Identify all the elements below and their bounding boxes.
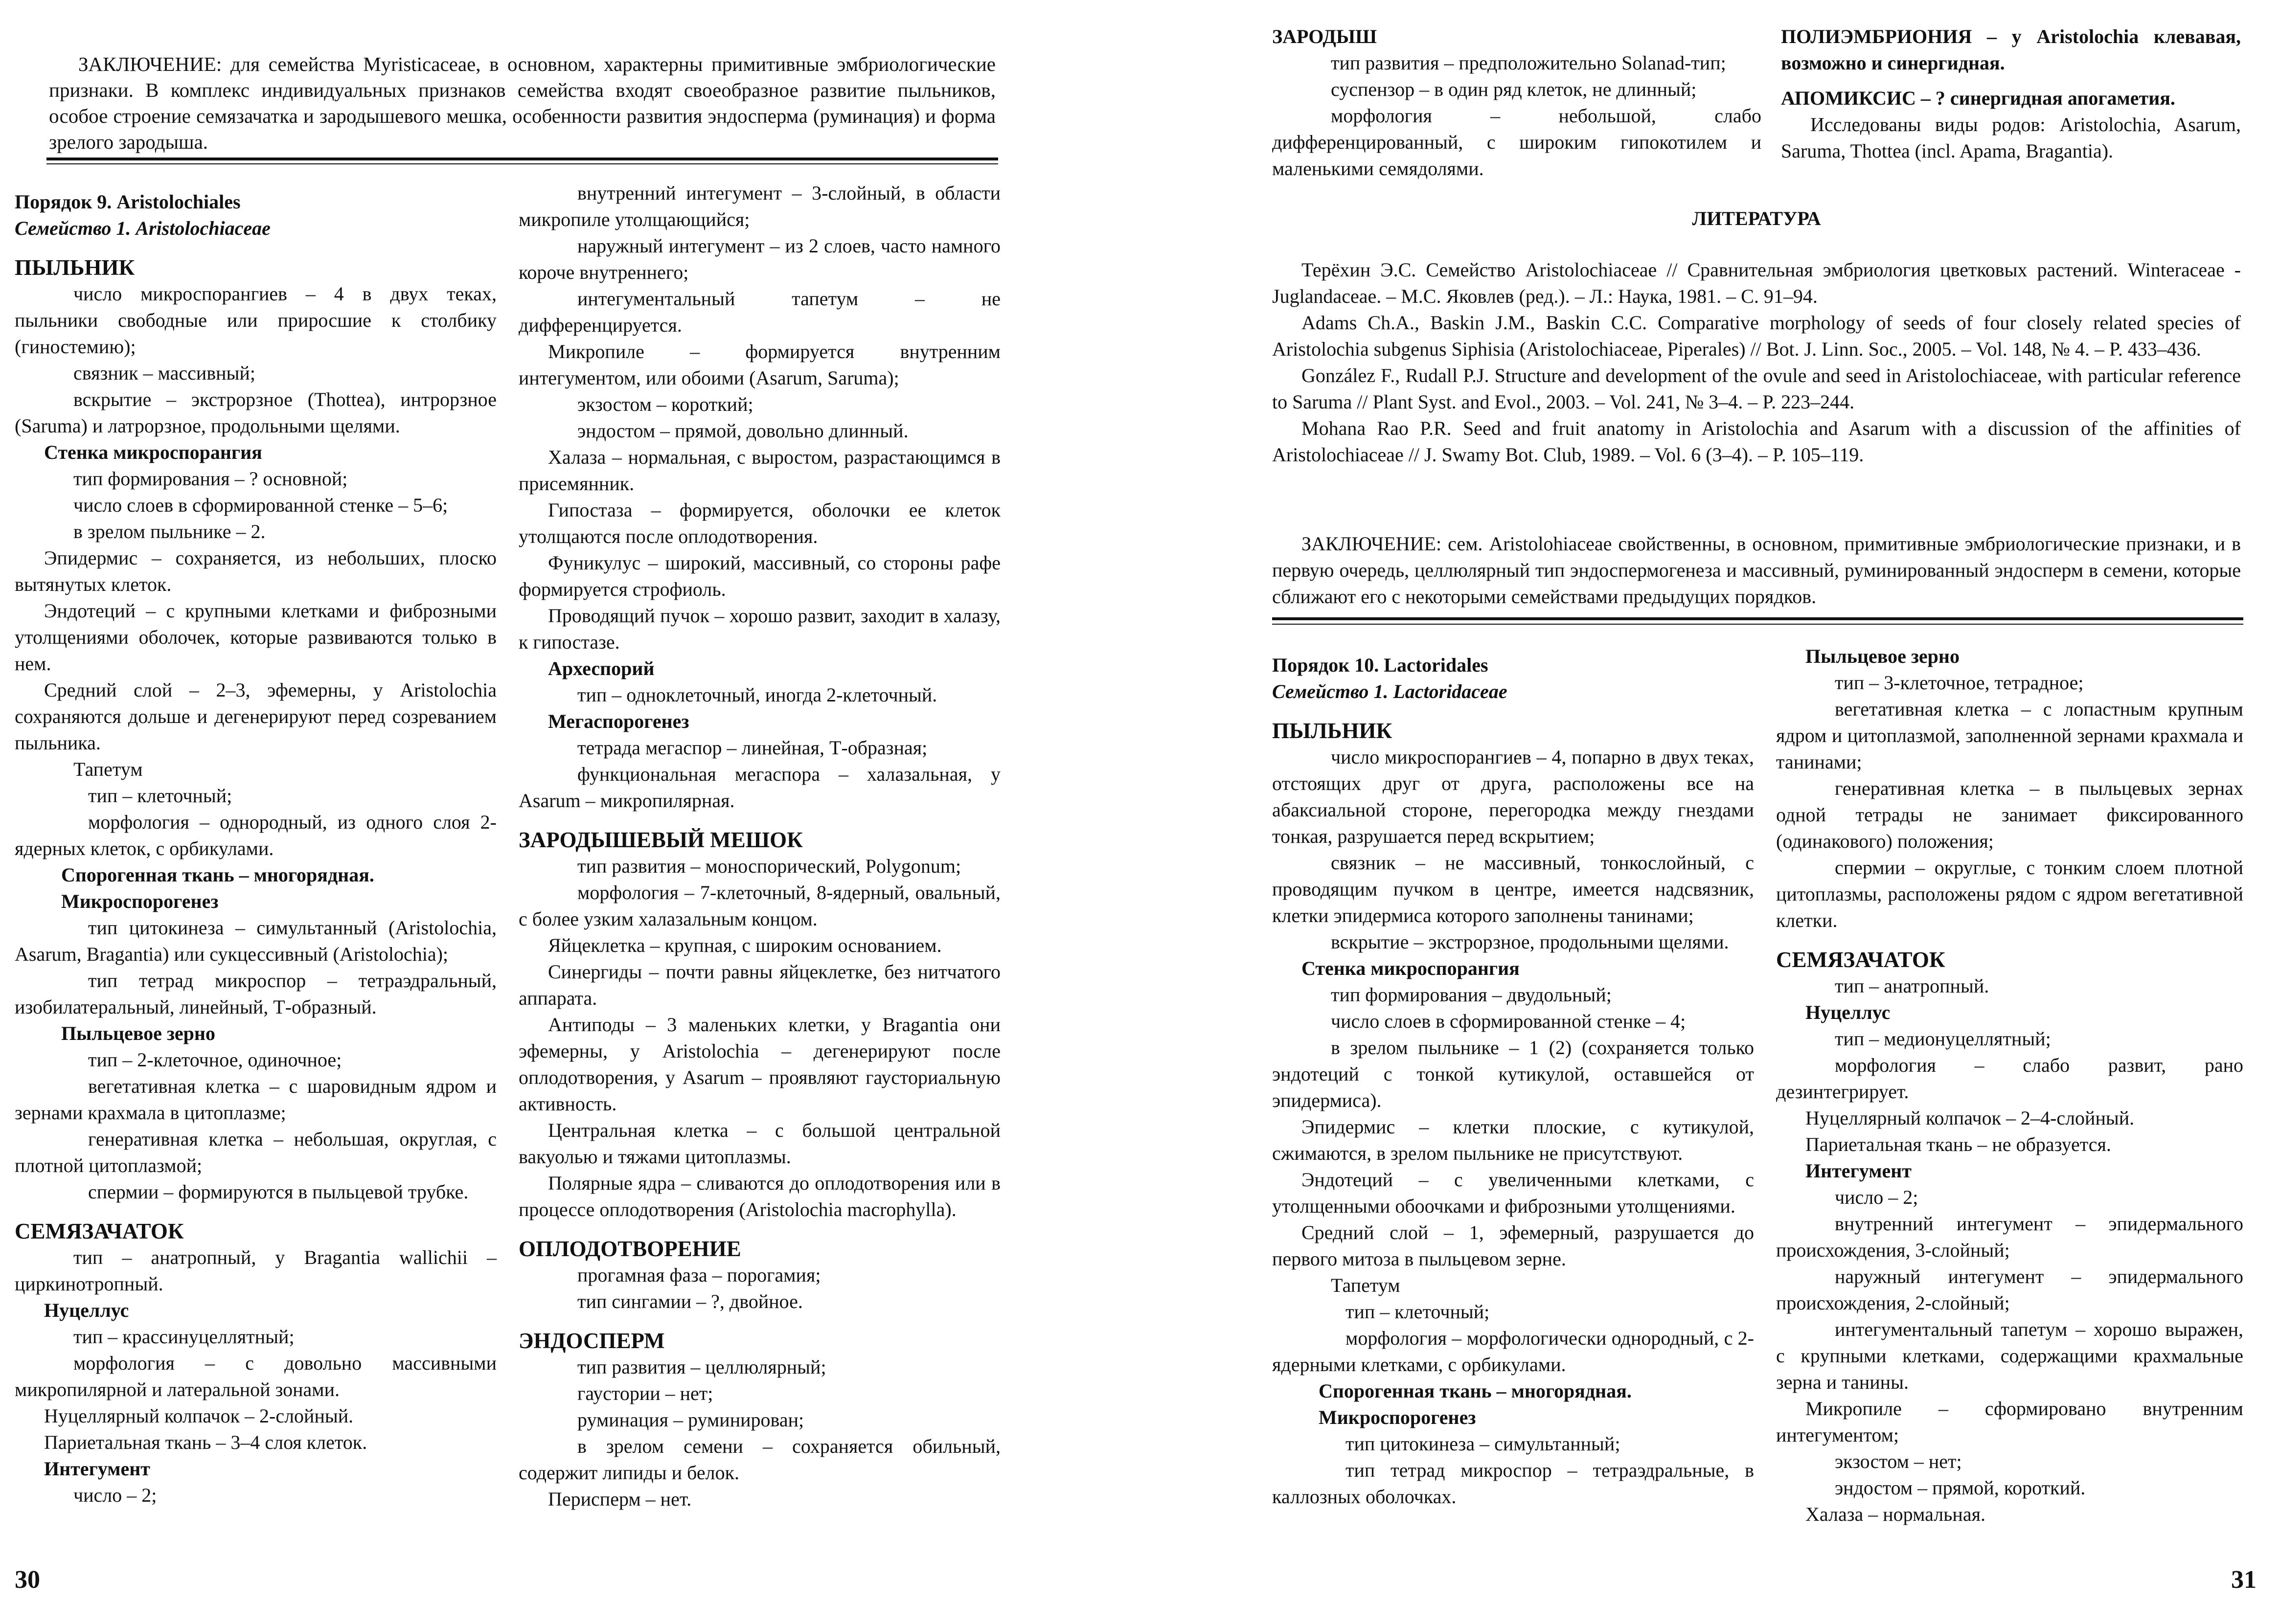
paragraph: ПОЛИЭМБРИОНИЯ – у Aristolochia клевавая, возможно и синергидная. — [1781, 25, 2241, 74]
paragraph: тип – крассинуцеллятный; — [73, 1326, 295, 1348]
paragraph: число слоев в сформированной стенке – 4; — [1331, 1010, 1686, 1032]
left-conclusion — [49, 51, 996, 155]
conclusion-text: ЗАКЛЮЧЕНИЕ: для семейства Myristicaceae, в основном, характерны примитивные эмбриологические признаки. В комплекс индивидуальных признаков семейства входят своеобразное развитие пыльников, особое строение семязачатка и зародышевого мешка, особенности развития эндосперма (руминация) и форма зрелого зародыша. — [49, 53, 996, 153]
paragraph: тип формирования – ? основной; — [73, 468, 348, 490]
paragraph: в зрелом семени – сохраняется обильный, содержит липиды и белок. — [519, 1435, 1001, 1484]
paragraph: Синергиды – почти равны яйцеклетке, без нитчатого аппарата. — [519, 961, 1001, 1009]
paragraph: АПОМИКСИС – ? синергидная апогаметия. — [1781, 87, 2175, 109]
paragraph: интегументальный тапетум – не дифференцируется. — [519, 288, 1001, 336]
paragraph: число микроспорангиев – 4 в двух теках, пыльники свободные или приросшие к столбику (гиностемию); — [15, 283, 497, 358]
paragraph: тип развития – предположительно Solanad-тип; — [1331, 52, 1726, 74]
paragraph: прогамная фаза – порогамия; — [577, 1264, 821, 1286]
conclusion-text: ЗАКЛЮЧЕНИЕ: сем. Aristolohiaceae свойственны, в основном, примитивные эмбриологические признаки, и в первую очередь, целлюлярный тип эндоспермогенеза и массивный, руминированный эндосперм в семени, которые сближают его с некоторыми семействами предыдущих порядков. — [1272, 533, 2241, 608]
paragraph: Стенка микроспорангия — [44, 441, 262, 463]
paragraph: ОПЛОДОТВОРЕНИЕ — [519, 1237, 741, 1261]
paragraph: вскрытие – экстрорзное, продольными щелями. — [1331, 931, 1729, 953]
paragraph: Париетальная ткань – не образуется. — [1805, 1133, 2111, 1155]
paragraph: морфология – с довольно массивными микропилярной и латеральной зонами. — [15, 1352, 497, 1400]
paragraph: тип цитокинеза – симультанный (Aristolochia, Asarum, Bragantia) или сукцессивный (Aristolochia); — [15, 917, 497, 965]
section-rule-thin — [1272, 624, 2243, 625]
section-rule-thin — [46, 163, 998, 164]
paragraph: тип – анатропный. — [1835, 975, 1989, 997]
paragraph: Халаза – нормальная. — [1805, 1503, 1985, 1525]
paragraph: Эпидермис – сохраняется, из небольших, плоско вытянутых клеток. — [15, 547, 497, 595]
paragraph: функциональная мегаспора – халазальная, у Asarum – микропилярная. — [519, 763, 1001, 812]
paragraph: эндостом – прямой, короткий. — [1835, 1477, 2086, 1499]
paragraph: Пыльцевое зерно — [61, 1022, 215, 1044]
paragraph: Микроспорогенез — [61, 890, 219, 912]
paragraph: Яйцеклетка – крупная, с широким основанием. — [548, 934, 942, 956]
paragraph: Эпидермис – клетки плоские, с кутикулой, сжимаются, в зрелом пыльнике не присутствуют. — [1272, 1116, 1754, 1164]
right-page — [1140, 0, 2280, 1624]
paragraph: внутренний интегумент – эпидермального происхождения, 3-слойный; — [1776, 1213, 2243, 1261]
paragraph: в зрелом пыльнике – 2. — [73, 520, 266, 542]
paragraph: Нуцеллярный колпачок – 2-слойный. — [44, 1405, 354, 1427]
paragraph: тип – клеточный; — [88, 785, 232, 807]
section-rule — [1272, 617, 2243, 620]
literature-title — [1272, 205, 2241, 232]
paragraph: морфология – небольшой, слабо дифференцированный, с широким гипокотилем и маленькими семядолями. — [1272, 105, 1761, 180]
paragraph: Мегаспорогенез — [548, 710, 689, 732]
paragraph: тип тетрад микроспор – тетраэдральный, изобилатеральный, линейный, Т-образный. — [15, 970, 497, 1018]
right-top-column-2 — [1781, 15, 2241, 164]
paragraph: Эндотеций – с увеличенными клетками, с утолщенными обоочками и фиброзными утолщениями. — [1272, 1169, 1754, 1217]
paragraph: морфология – морфологически однородный, с 2-ядерными клетками, с орбикулами. — [1272, 1327, 1754, 1376]
paragraph: Археспорий — [548, 657, 655, 679]
paragraph: Спорогенная ткань – многорядная. — [1319, 1380, 1632, 1402]
literature-heading: ЛИТЕРАТУРА — [1692, 207, 1821, 229]
paragraph: экзостом – нет; — [1835, 1450, 1962, 1472]
paragraph: Проводящий пучок – хорошо развит, заходит в халазу, к гипостазе. — [519, 605, 1001, 653]
paragraph: СЕМЯЗАЧАТОК — [15, 1219, 184, 1243]
paragraph: Тапетум — [1331, 1274, 1400, 1296]
paragraph: экзостом – короткий; — [577, 393, 753, 415]
paragraph: Нуцеллус — [1805, 1001, 1891, 1023]
paragraph: гаустории – нет; — [577, 1382, 713, 1404]
paragraph: Интегумент — [44, 1458, 150, 1480]
paragraph: тетрада мегаспор – линейная, Т-образная; — [577, 737, 928, 759]
literature-list — [1272, 257, 2241, 468]
paragraph: морфология – 7-клеточный, 8-ядерный, овальный, с более узким халазальным концом. — [519, 881, 1001, 930]
paragraph: ЗАРОДЫШЕВЫЙ МЕШОК — [519, 828, 803, 852]
paragraph: ЗАРОДЫШ — [1272, 25, 1377, 47]
paragraph: Спорогенная ткань – многорядная. — [61, 864, 374, 886]
paragraph: ПЫЛЬНИК — [15, 255, 135, 280]
paragraph: тип – 3-клеточное, тетрадное; — [1835, 672, 2084, 694]
paragraph: число – 2; — [73, 1484, 157, 1506]
paragraph: спермии – формируются в пыльцевой трубке. — [88, 1181, 469, 1203]
left-column-2 — [519, 180, 1001, 1512]
paragraph: Микроспорогенез — [1319, 1406, 1476, 1428]
left-column-1 — [15, 180, 497, 1509]
paragraph: Гипостаза – формируется, оболочки ее клеток утолщаются после оплодотворения. — [519, 499, 1001, 547]
right-conclusion — [1272, 531, 2241, 610]
page-number: 31 — [2231, 1566, 2257, 1594]
paragraph: Порядок 9. Aristolochiales — [15, 191, 241, 213]
right-column-2 — [1776, 643, 2243, 1528]
paragraph: тип тетрад микроспор – тетраэдральные, в каллозных оболочках. — [1272, 1459, 1754, 1508]
paragraph: генеративная клетка – небольшая, округлая, с плотной цитоплазмой; — [15, 1128, 497, 1176]
page-number: 30 — [15, 1566, 40, 1594]
paragraph: морфология – однородный, из одного слоя 2-ядерных клеток, с орбикулами. — [15, 811, 497, 859]
literature-entry: González F., Rudall P.J. Structure and development of the ovule and seed in Aristolochiaceae, with particular reference to Saruma // Plant Syst. and Evol., 2003. – Vol. 241, № 3–4. – P. 223–244. — [1272, 364, 2241, 413]
paragraph: руминация – руминирован; — [577, 1409, 804, 1431]
section-rule — [46, 158, 998, 160]
paragraph: эндостом – прямой, довольно длинный. — [577, 420, 909, 442]
paragraph: Халаза – нормальная, с выростом, разрастающимся в присемянник. — [519, 446, 1001, 495]
paragraph: Нуцеллярный колпачок – 2–4-слойный. — [1805, 1107, 2135, 1129]
paragraph: в зрелом пыльнике – 1 (2) (сохраняется только эндотеций с тонкой кутикулой, оставшейся от эпидермиса). — [1272, 1037, 1754, 1111]
paragraph: Антиподы – 3 маленьких клетки, у Bragantia они эфемерны, у Aristolochia – дегенерируют после оплодотворения, у Asarum – проявляют гаусториальную активность. — [519, 1014, 1001, 1115]
paragraph: число микроспорангиев – 4, попарно в двух теках, отстоящих друг от друга, расположены все на абаксиальной стороне, перегородка между гнездами тонкая, разрушается перед вскрытием; — [1272, 746, 1754, 847]
paragraph: тип – анатропный, у Bragantia wallichii – циркинотропный. — [15, 1246, 497, 1295]
paragraph: спермии – округлые, с тонким слоем плотной цитоплазмы, расположены рядом с ядром вегетативной клетки. — [1776, 857, 2243, 931]
paragraph: вскрытие – экстрорзное (Thottea), интрорзное (Saruma) и латрорзное, продольными щелями. — [15, 388, 497, 437]
paragraph: Порядок 10. Lactoridales — [1272, 654, 1488, 676]
paragraph: суспензор – в один ряд клеток, не длинный; — [1331, 78, 1697, 100]
paragraph: морфология – слабо развит, рано дезинтегрирует. — [1776, 1054, 2243, 1103]
paragraph: Микропиле – сформировано внутренним интегументом; — [1776, 1398, 2243, 1446]
paragraph: внутренний интегумент – 3-слойный, в области микропиле утолщающийся; — [519, 182, 1001, 230]
paragraph: тип – одноклеточный, иногда 2-клеточный. — [577, 684, 937, 706]
paragraph: ПЫЛЬНИК — [1272, 719, 1392, 743]
paragraph: Средний слой – 2–3, эфемерны, у Aristolochia сохраняются дольше и дегенерируют перед созреванием пыльника. — [15, 679, 497, 754]
paragraph: СЕМЯЗАЧАТОК — [1776, 947, 1945, 972]
paragraph: тип цитокинеза – симультанный; — [1345, 1433, 1620, 1455]
paragraph: Стенка микроспорангия — [1301, 957, 1520, 979]
literature-entry: Adams Ch.A., Baskin J.M., Baskin C.C. Comparative morphology of seeds of four closely related species of Aristolochia subgenus Siphisia (Aristolochiaceae, Piperales) // Bot. J. Linn. Soc., 2005. – Vol. 148, № 4. – P. 433–436. — [1272, 312, 2241, 360]
paragraph: тип – 2-клеточное, одиночное; — [88, 1049, 342, 1071]
paragraph: Тапетум — [73, 758, 143, 780]
paragraph: Фуникулус – широкий, массивный, со стороны рафе формируется строфиоль. — [519, 552, 1001, 600]
paragraph: тип развития – моноспорический, Polygonum; — [577, 855, 961, 877]
paragraph: тип развития – целлюлярный; — [577, 1356, 826, 1378]
paragraph: связник – не массивный, тонкослойный, с проводящим пучком в центре, имеется надсвязник, клетки эпидермиса которого заполнены танинами; — [1272, 852, 1754, 926]
paragraph: связник – массивный; — [73, 362, 255, 384]
paragraph: Исследованы виды родов: Aristolochia, Asarum, Saruma, Thottea (incl. Apama, Bragantia). — [1781, 113, 2241, 162]
paragraph: интегументальный тапетум – хорошо выражен, с крупными клетками, содержащими крахмальные зерна и танины. — [1776, 1318, 2243, 1393]
paragraph: наружный интегумент – из 2 слоев, часто намного короче внутреннего; — [519, 235, 1001, 283]
paragraph: тип – медионуцеллятный; — [1835, 1028, 2051, 1050]
paragraph: тип сингамии – ?, двойное. — [577, 1290, 803, 1312]
paragraph: тип формирования – двудольный; — [1331, 984, 1612, 1006]
paragraph: вегетативная клетка – с лопастным крупным ядром и цитоплазмой, заполненной зернами крахмала и танинами; — [1776, 698, 2243, 773]
paragraph: число – 2; — [1835, 1186, 1918, 1208]
paragraph: Нуцеллус — [44, 1299, 129, 1321]
paragraph: наружный интегумент – эпидермального происхождения, 2-слойный; — [1776, 1265, 2243, 1314]
paragraph: вегетативная клетка – с шаровидным ядром и зернами крахмала в цитоплазме; — [15, 1075, 497, 1124]
paragraph: Микропиле – формируется внутренним интегументом, или обоими (Asarum, Saruma); — [519, 340, 1001, 389]
paragraph: Интегумент — [1805, 1160, 1912, 1182]
paragraph: генеративная клетка – в пыльцевых зернах одной тетрады не занимает фиксированного (одинакового) положения; — [1776, 777, 2243, 852]
paragraph: Перисперм – нет. — [548, 1488, 692, 1510]
paragraph: число слоев в сформированной стенке – 5–6; — [73, 494, 448, 516]
paragraph: Семейство 1. Lactoridaceae — [1272, 680, 1507, 702]
right-column-1 — [1272, 643, 1754, 1510]
paragraph: Париетальная ткань – 3–4 слоя клеток. — [44, 1431, 367, 1453]
paragraph: Центральная клетка – с большой центральной вакуолью и тяжами цитоплазмы. — [519, 1119, 1001, 1168]
paragraph: тип – клеточный; — [1345, 1301, 1490, 1323]
literature-entry: Терёхин Э.С. Семейство Aristolochiaceae // Сравнительная эмбриология цветковых растений. Winteraceae - Juglandaceae. – М.С. Яковлев (ред.). – Л.: Наука, 1981. – С. 91–94. — [1272, 259, 2241, 307]
paragraph: Семейство 1. Aristolochiaceae — [15, 217, 271, 239]
paragraph: Пыльцевое зерно — [1805, 645, 1960, 667]
paragraph: Средний слой – 1, эфемерный, разрушается до первого митоза в пыльцевом зерне. — [1272, 1221, 1754, 1270]
paragraph: ЭНДОСПЕРМ — [519, 1329, 665, 1353]
right-top-column-1 — [1272, 15, 1761, 182]
literature-entry: Mohana Rao P.R. Seed and fruit anatomy in Aristolochia and Asarum with a discussion of the affinities of Aristolochiaceae // J. Swamy Bot. Club, 1989. – Vol. 6 (3–4). – P. 105–119. — [1272, 417, 2241, 466]
paragraph: Эндотеций – с крупными клетками и фиброзными утолщениями оболочек, которые развиваются только в нем. — [15, 600, 497, 675]
paragraph: Полярные ядра – сливаются до оплодотворения или в процессе оплодотворения (Aristolochia macrophylla). — [519, 1172, 1001, 1220]
